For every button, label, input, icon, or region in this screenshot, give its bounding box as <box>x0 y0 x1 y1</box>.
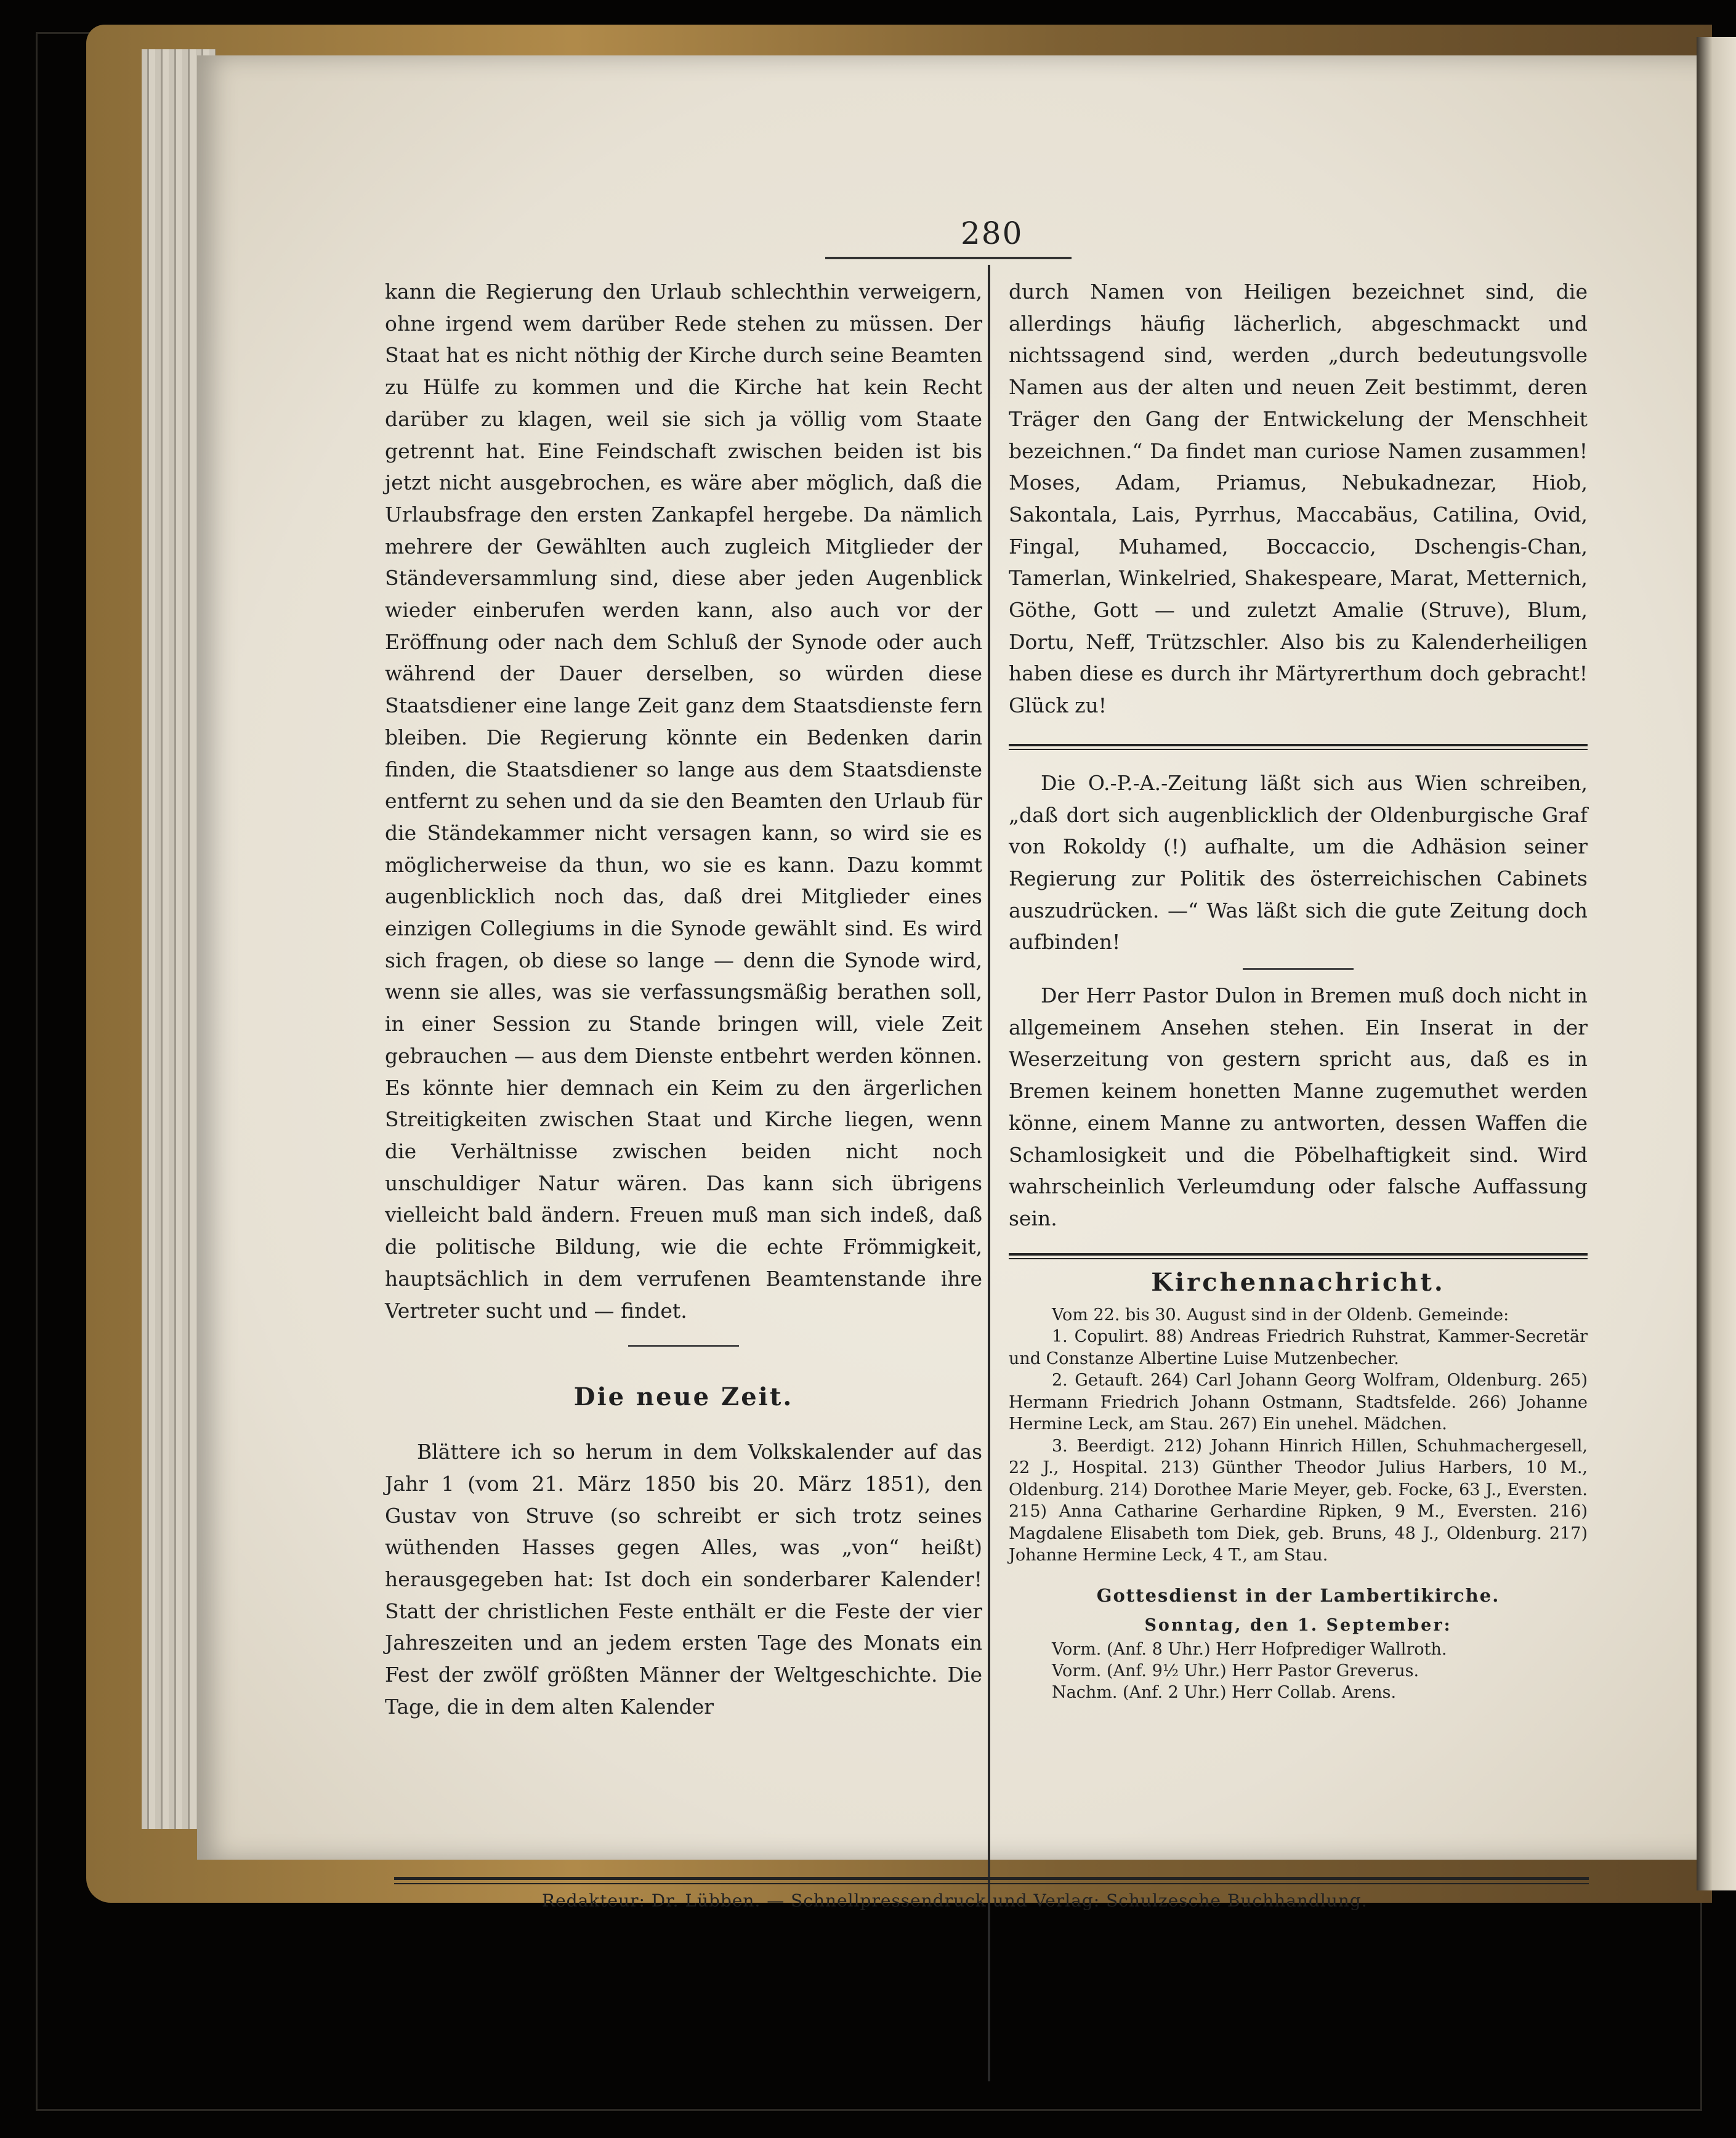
kirchen-copulirt: 1. Copulirt. 88) Andreas Friedrich Ruhstrat, Kammer-Secretär und Constanze Albertine Luise Mutzenbecher. <box>1009 1327 1588 1368</box>
article-pastor-dulon: Der Herr Pastor Dulon in Bremen muß doch nicht in allgemeinem Ansehen stehen. Ein Inserat in der Weserzeitung von gestern spricht aus, daß es in Bremen keinem honetten Manne zugemuthet werden könne, einem Manne zu antworten, dessen Waffen die Schamlosigkeit und die Pöbelhaftigkeit sind. Wird wahrscheinlich Verleumdung oder falsche Auffassung sein. <box>1009 983 1588 1230</box>
imprint-line: Redakteur: Dr. Lübben. — Schnellpressendruck und Verlag: Schulzesche Buchhandlung. <box>542 1890 1368 1911</box>
article-urlaub-text: kann die Regierung den Urlaub schlechthin verweigern, ohne irgend wem darüber Rede stehen zu müssen. Der Staat hat es nicht nöthig der Kirche durch seine Beamten zu Hülfe zu kommen und die Kirche hat kein Recht darüber zu klagen, weil sie sich ja völlig vom Staate getrennt hat. Eine Feindschaft zwischen beiden ist bis jetzt nicht ausgebrochen, es wäre aber möglich, daß die Urlaubsfrage den ersten Zankapfel hergebe. Da nämlich mehrere der Gewählten auch zugleich Mitglieder der Ständeversammlung sind, diese aber jeden Augenblick wieder einberufen werden kann, also auch vor der Eröffnung oder nach dem Schluß der Synode oder auch während der Dauer derselben, so würden diese Staatsdiener eine lange Zeit ganz dem Staatsdienste fern bleiben. Die Regierung könnte ein Bedenken darin finden, die Staatsdiener so lange aus dem Staatsdienste entfernt zu sehen und da sie den Beamten den Urlaub für die Ständekammer nicht versagen kann, so wird sie es möglicherweise da thun, wo sie es kann. Dazu kommt augenblicklich noch das, daß drei Mitglieder eines einzigen Collegiums in die Synode gewählt sind. Es wird sich fragen, ob diese so lange — denn die Synode wird, wenn sie alles, was sie verfassungsmäßig berathen soll, in einer Session zu Stande bringen will, viele Zeit gebrauchen — aus dem Dienste entbehrt werden können. Es könnte hier demnach ein Keim zu den ärgerlichen Streitigkeiten zwischen Staat und Kirche liegen, wenn die Verhältnisse zwischen beiden nicht noch unschuldiger Natur wären. Das kann sich übrigens vielleicht bald ändern. Freuen muß man sich indeß, daß die politische Bildung, wie die echte Frömmigkeit, hauptsächlich in dem verrufenen Beamtenstande ihre Vertreter sucht und — findet. <box>385 280 982 1323</box>
heading-kirchennachricht: Kirchennachricht. <box>1151 1267 1445 1297</box>
article-kalender-continued: durch Namen von Heiligen bezeichnet sind, die allerdings häufig lächerlich, abgeschmackt und nichtssagend sind, werden „durch bedeutungsvolle Namen aus der alten und neuen Zeit bestimmt, deren Träger den Gang der Entwickelung der Menschheit bezeichnen.“ Da findet man curiose Namen zusammen! Moses, Adam, Priamus, Nebukadnezar, Hiob, Sakontala, Lais, Pyrrhus, Maccabäus, Catilina, Ovid, Fingal, Muhamed, Boccaccio, Dschengis-Chan, Tamerlan, Winkelried, Shakespeare, Marat, Metternich, Göthe, Gott — und zuletzt Amalie (Struve), Blum, Dortu, Neff, Trützschler. Also bis zu Kalenderheiligen haben diese es durch ihr Märtyrerthum doch gebracht! Glück zu! <box>1009 280 1588 718</box>
service-entry: Vorm. (Anf. 9½ Uhr.) Herr Pastor Greverus. <box>1052 1661 1419 1680</box>
service-entry: Nachm. (Anf. 2 Uhr.) Herr Collab. Arens. <box>1052 1682 1397 1702</box>
kirchen-beerdigt: 3. Beerdigt. 212) Johann Hinrich Hillen, Schuhmachergesell, 22 J., Hospital. 213) Günther Theodor Julius Harbers, 10 M., Oldenburg. 214) Dorothee Marie Meyer, geb. Focke, 63 J., Eversten. 215) Anna Catharine Gerhardine Ripken, 9 M., Eversten. 216) Magdalene Elisabeth tom Diek, geb. Bruns, 48 J., Oldenburg. 217) Johanne Hermine Leck, 4 T., am Stau. <box>1009 1436 1588 1565</box>
left-column <box>385 276 982 1723</box>
heading-die-neue-zeit: Die neue Zeit. <box>573 1382 794 1412</box>
section-double-rule <box>1009 1253 1588 1259</box>
service-entry: Vorm. (Anf. 8 Uhr.) Herr Hofprediger Wallroth. <box>1052 1639 1447 1659</box>
page-number: 280 <box>961 216 1023 251</box>
article-neue-zeit-text: Blättere ich so herum in dem Volkskalender auf das Jahr 1 (vom 21. März 1850 bis 20. März 1851), den Gustav von Struve (so schreibt er sich trotz seines wüthenden Hasses gegen Alles, was „von“ heißt) herausgegeben hat: Ist doch ein sonderbarer Kalender! Statt der christlichen Feste enthält er die Feste der vier Jahreszeiten und an jedem ersten Tage des Monats ein Fest der zwölf größten Männer der Weltgeschichte. Die Tage, die in dem alten Kalender <box>385 1440 982 1719</box>
section-separator <box>628 1345 739 1347</box>
heading-gottesdienst: Gottesdienst in der Lambertikirche. <box>1096 1584 1500 1606</box>
kirchen-getauft: 2. Getauft. 264) Carl Johann Georg Wolfram, Oldenburg. 265) Hermann Friedrich Johann Ostmann, Stadtsfelde. 266) Johanne Hermine Leck, am Stau. 267) Ein unehel. Mädchen. <box>1009 1371 1588 1434</box>
kirchen-intro: Vom 22. bis 30. August sind in der Oldenb. Gemeinde: <box>1052 1305 1509 1325</box>
right-column <box>1009 276 1588 1703</box>
gottesdienst-date: Sonntag, den 1. September: <box>1144 1615 1452 1635</box>
section-separator <box>1243 968 1354 970</box>
column-divider <box>988 265 990 2081</box>
article-oldenburg-graf: Die O.-P.-A.-Zeitung läßt sich aus Wien schreiben, „daß dort sich augenblicklich der Oldenburgische Graf von Rokoldy (!) aufhalte, um die Adhäsion seiner Regierung zur Politik des österreichischen Cabinets auszudrücken. —“ Was läßt sich die gute Zeitung doch aufbinden! <box>1009 770 1588 954</box>
facing-page-edge <box>1697 37 1736 1890</box>
section-double-rule <box>1009 744 1588 750</box>
footer-double-rule <box>394 1877 1589 1884</box>
page-number-rule <box>825 257 1072 259</box>
